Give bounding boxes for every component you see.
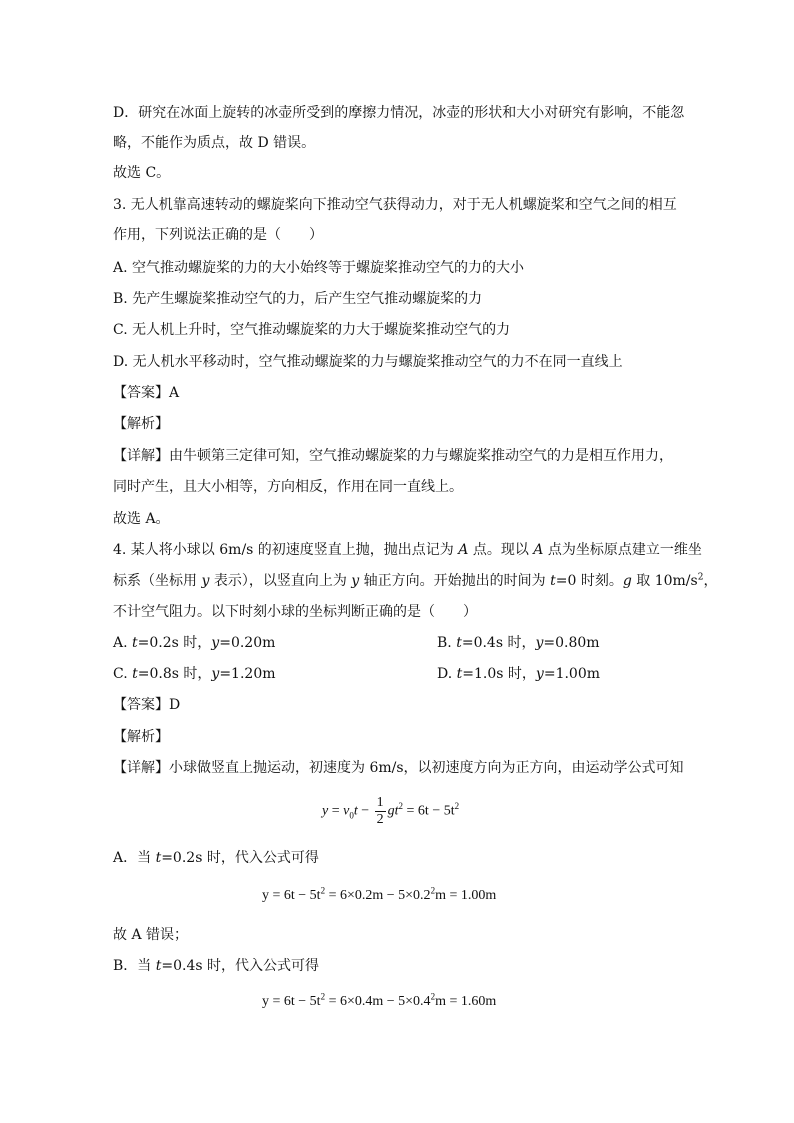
option-d-explanation-line1: D．研究在冰面上旋转的冰壶所受到的摩擦力情况，冰壶的形状和大小对研究有影响，不能忽 — [113, 105, 685, 121]
question-4-option-b: B. t=0.4s 时，y=0.80m — [437, 635, 600, 651]
question-4-stem-line1: 4. 某人将小球以 6m/s 的初速度竖直上抛，抛出点记为 A 点。现以 A 点为坐标原点建立一维坐 — [113, 542, 702, 558]
question-3-select: 故选 A。 — [113, 511, 170, 527]
question-4-option-c: C. t=0.8s 时，y=1.20m — [113, 666, 276, 682]
question-3-stem-line2: 作用，下列说法正确的是（ ） — [113, 227, 323, 243]
question-3-answer: 【答案】A — [113, 385, 180, 401]
option-b-calc-intro: B．当 t=0.4s 时，代入公式可得 — [113, 958, 320, 974]
answer-select-c: 故选 C。 — [113, 165, 171, 181]
question-3-detail-line1: 【详解】由牛顿第三定律可知，空气推动螺旋桨的力与螺旋桨推动空气的力是相互作用力， — [113, 448, 673, 464]
question-4-stem-line2: 标系（坐标用 y 表示），以竖直向上为 y 轴正方向。开始抛出的时间为 t=0 时刻。g 取 $10m/s^2$， — [113, 572, 718, 589]
question-3-detail-line2: 同时产生，且大小相等，方向相反，作用在同一直线上。 — [113, 479, 463, 495]
option-a-wrong: 故 A 错误； — [113, 927, 189, 943]
question-4-option-d: D. t=1.0s 时，y=1.00m — [437, 666, 601, 682]
question-4-analysis-heading: 【解析】 — [113, 729, 169, 745]
question-4-option-a: A. t=0.2s 时，y=0.20m — [113, 635, 276, 651]
question-4-stem-line3: 不计空气阻力。以下时刻小球的坐标判断正确的是（ ） — [113, 604, 477, 620]
question-3-option-a: A. 空气推动螺旋桨的力的大小始终等于螺旋桨推动空气的力的大小 — [113, 260, 525, 276]
formula-option-a: $y = 6t - 5t^2 = 6\times 0.2m - 5\times 0.2^2m = 1.00m$ — [262, 885, 497, 903]
question-3-option-c: C. 无人机上升时，空气推动螺旋桨的力大于螺旋桨推动空气的力 — [113, 322, 511, 338]
question-3-option-d: D. 无人机水平移动时，空气推动螺旋桨的力与螺旋桨推动空气的力不在同一直线上 — [113, 354, 623, 370]
option-a-calc-intro: A．当 t=0.2s 时，代入公式可得 — [113, 850, 319, 866]
formula-option-b: $y = 6t - 5t^2 = 6\times 0.4m - 5\times 0.4^2m = 1.60m$ — [262, 991, 497, 1009]
question-3-option-b: B. 先产生螺旋桨推动空气的力，后产生空气推动螺旋桨的力 — [113, 291, 483, 307]
question-3-analysis-heading: 【解析】 — [113, 416, 169, 432]
question-4-answer: 【答案】D — [113, 697, 181, 713]
option-d-explanation-line2: 略，不能作为质点，故 D 错误。 — [113, 135, 316, 151]
question-4-detail: 【详解】小球做竖直上抛运动，初速度为 6m/s，以初速度方向为正方向，由运动学公式可知 — [113, 760, 684, 776]
fraction-one-half: $\frac{1}{2}$ — [376, 795, 384, 827]
question-3-stem-line1: 3. 无人机靠高速转动的螺旋桨向下推动空气获得动力，对于无人机螺旋桨和空气之间的相互 — [113, 197, 677, 213]
kinematics-formula: $y = v_0t$ − $\frac{1}{2}$ $gt^2 = 6t - 5t^2$ — [322, 795, 460, 827]
